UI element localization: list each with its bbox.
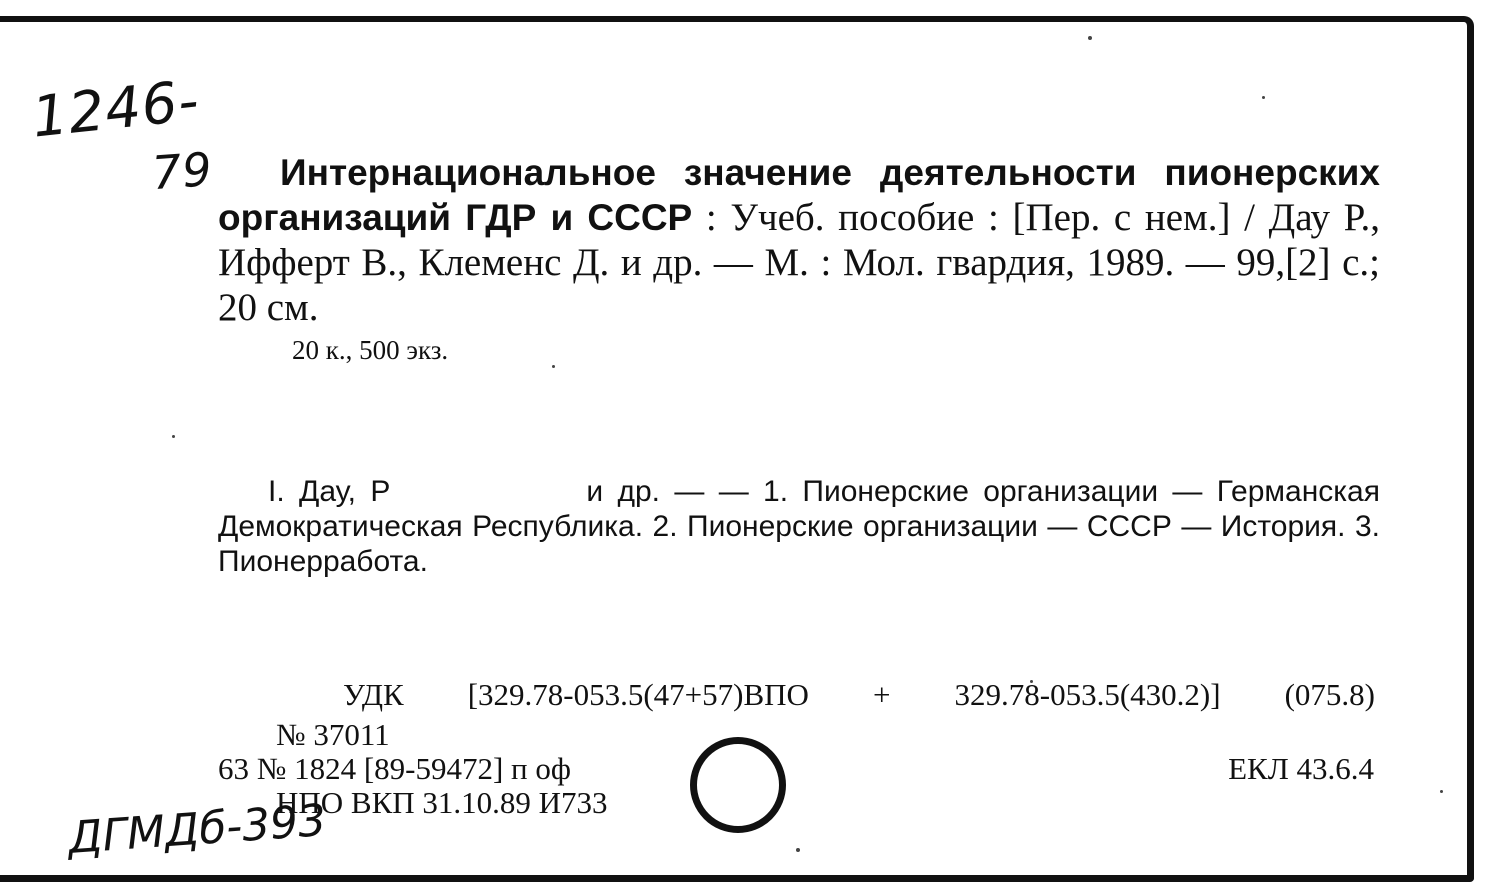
card-number: № 37011 — [276, 717, 390, 752]
scan-speck — [1088, 36, 1092, 40]
bibliographic-entry — [218, 150, 1380, 330]
scan-speck — [552, 365, 555, 368]
udc-code: УДК [329.78-053.5(47+57)ВПО + 329.78-053.5(430.2)] (075.8) — [343, 677, 1375, 712]
entry-title: Интернациональное значение деятельности пионерских организаций ГДР и СССР — [218, 152, 1380, 238]
tracing-subjects: и др. — — 1. Пионерские организации — Германская Демократическая Республика. 2. Пионерские организации — СССР — История. 3. Пионерработа. — [218, 475, 1380, 578]
tracing-author: I. Дау, Р — [268, 475, 391, 508]
scan-speck — [1440, 790, 1443, 793]
print-order: 63 № 1824 [89-59472] п оф — [218, 751, 571, 786]
scan-speck — [1262, 96, 1265, 99]
punch-hole-circle — [690, 737, 786, 833]
price-and-print-run: 20 к., 500 экз. — [292, 335, 449, 365]
ekl-code: ЕКЛ 43.6.4 — [1228, 751, 1374, 786]
handwritten-shelfmark-number: 1246- — [29, 68, 203, 151]
handwritten-shelfmark-year: 79 — [150, 141, 215, 201]
scan-speck — [796, 848, 800, 852]
scan-speck — [172, 435, 175, 438]
publisher-print-info: НПО ВКП 31.10.89 И733 — [276, 785, 608, 820]
handwritten-inventory-mark: ДГМДб-393 — [66, 795, 328, 864]
entry-description: : Учеб. пособие : [Пер. с нем.] / Дау Р., Ифферт В., Клеменс Д. и др. — М. : Мол. гвардия, 1989. — 99,[2] с.; 20 см. — [218, 196, 1380, 329]
subject-tracings — [218, 474, 1380, 579]
